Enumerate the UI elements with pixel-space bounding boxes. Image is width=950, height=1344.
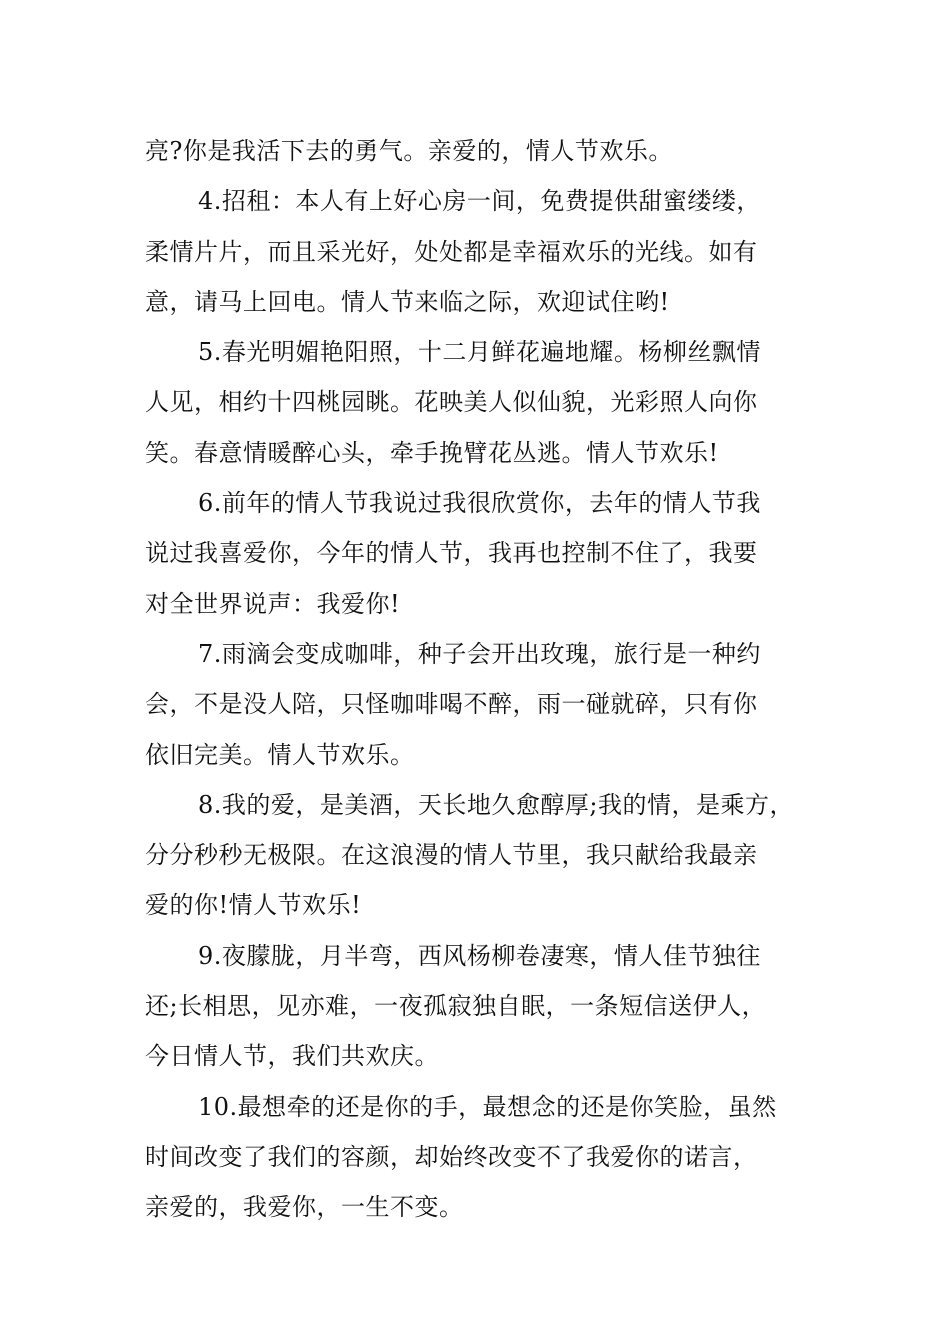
text-line: 时间改变了我们的容颜，却始终改变不了我爱你的诺言， [145,1142,758,1171]
text-line: 今日情人节，我们共欢庆。 [145,1042,439,1071]
text-line: 会，不是没人陪，只怪咖啡喝不醉，雨一碰就碎，只有你 [145,690,758,719]
text-line: 8.我的爱，是美酒，天长地久愈醇厚;我的情，是乘方， [198,790,794,819]
text-line: 意，请马上回电。情人节来临之际，欢迎试住哟! [145,287,670,316]
text-line: 还;长相思，见亦难，一夜孤寂独自眠，一条短信送伊人， [145,992,767,1021]
text-line: 依旧完美。情人节欢乐。 [145,740,415,769]
text-line: 4.招租：本人有上好心房一间，免费提供甜蜜缕缕， [198,187,761,216]
text-line: 分分秒秒无极限。在这浪漫的情人节里，我只献给我最亲 [145,841,758,870]
text-line: 爱的你!情人节欢乐! [145,891,362,920]
text-line: 6.前年的情人节我说过我很欣赏你，去年的情人节我 [198,489,761,518]
body-text [145,126,835,1233]
text-line: 笑。春意情暖醉心头，牵手挽臂花丛逃。情人节欢乐! [145,438,719,467]
text-line: 亮?你是我活下去的勇气。亲爱的，情人节欢乐。 [145,137,673,165]
text-line: 对全世界说声：我爱你! [145,589,401,618]
text-line: 说过我喜爱你，今年的情人节，我再也控制不住了，我要 [145,539,758,568]
text-line: 7.雨滴会变成咖啡，种子会开出玫瑰，旅行是一种约 [198,639,761,668]
text-line: 柔情片片，而且采光好，处处都是幸福欢乐的光线。如有 [145,237,758,266]
text-line: 9.夜朦胧，月半弯，西风杨柳卷凄寒，情人佳节独往 [198,941,761,970]
text-line: 5.春光明媚艳阳照，十二月鲜花遍地耀。杨柳丝飘情 [198,338,761,367]
text-line: 人见，相约十四桃园眺。花映美人似仙貌，光彩照人向你 [145,388,758,417]
text-line: 10.最想牵的还是你的手，最想念的还是你笑脸，虽然 [198,1092,777,1121]
text-line: 亲爱的，我爱你，一生不变。 [145,1193,464,1222]
